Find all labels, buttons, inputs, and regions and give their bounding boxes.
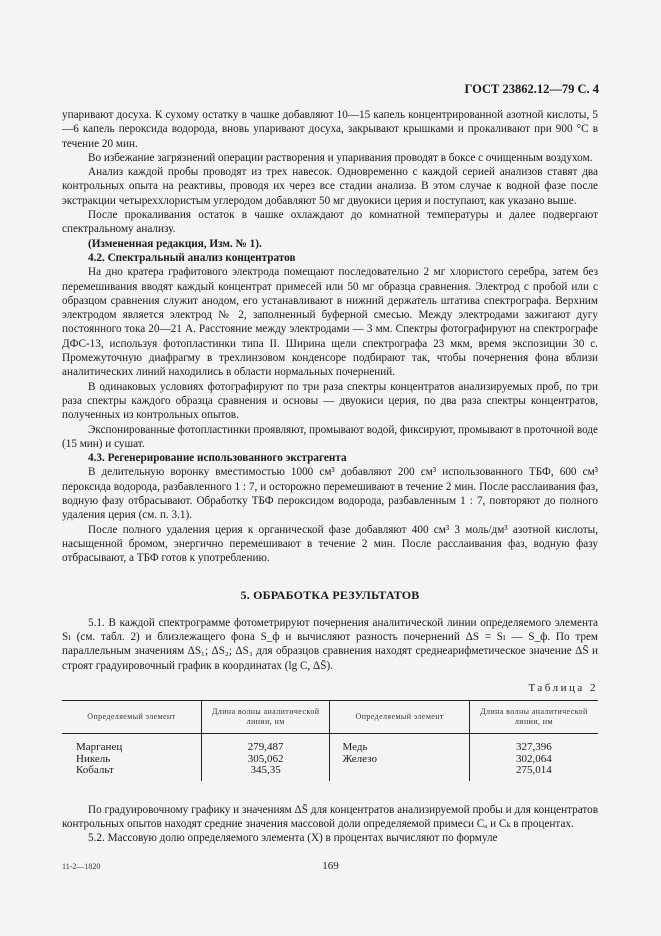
table-cell: 327,396 bbox=[516, 741, 552, 754]
paragraph: упаривают досуха. К сухому остатку в чашке добавляют 10—15 капель концентрированной азотной кислоты, 5—6 капель пероксида водорода, вновь упаривают досуха, закрывают крышками и прокаливают при 900 °С в течение 20 мин. bbox=[62, 109, 598, 150]
table-header-cell: Длина волны аналитической линии, нм bbox=[201, 701, 330, 734]
table-cell: 279,487 bbox=[201, 734, 330, 754]
page-content bbox=[62, 108, 598, 846]
subsection-heading-4-3: 4.3. Регенерирование использованного экстрагента bbox=[88, 452, 347, 465]
table-cell: 305,062 bbox=[201, 754, 330, 766]
wavelength-table bbox=[62, 700, 598, 781]
section-heading-5: 5. ОБРАБОТКА РЕЗУЛЬТАТОВ bbox=[240, 587, 420, 602]
table-cell: 302,064 bbox=[516, 752, 552, 765]
table-cell: Кобальт bbox=[62, 765, 201, 781]
page-header: ГОСТ 23862.12—79 С. 4 bbox=[464, 82, 599, 96]
print-code: 11-2—1820 bbox=[62, 862, 101, 871]
paragraph: По градуировочному графику и значениям ΔS̄ для концентратов анализируемой пробы и для концентратов контрольных опытов находят средние значения массовой доли определяемой примеси Cₐ и Cₖ в процентах. bbox=[62, 803, 598, 831]
table-cell: Медь bbox=[330, 734, 469, 754]
paragraph: В одинаковых условиях фотографируют по три раза спектры концентратов анализируемых проб, по три раза спектры каждого образца сравнения и основы — двуокиси церия, по два раза спектры концентратов, полученных из контрольных опытов. bbox=[62, 380, 598, 422]
table-cell: 345,35 bbox=[201, 765, 330, 781]
table-row bbox=[62, 765, 598, 781]
paragraph: После прокаливания остаток в чашке охлаждают до комнатной температуры и далее подвергают спектральному анализу. bbox=[62, 209, 598, 236]
paragraph: 5.1. В каждой спектрограмме фотометрируют почернения аналитической линии определяемого элемента Sₗ (см. табл. 2) и близлежащего фона S_ф и вычисляют разность почернений ΔS = Sₗ — S_ф. По трем параллельным значениям ΔS₁; ΔS₂; ΔS₃ для образцов сравнения находят среднеарифметическое значение ΔS̄ и строят градуировочный график в координатах (lg C, ΔS̄). bbox=[62, 616, 598, 672]
table-header-cell: Длина волны аналитической линии, нм bbox=[469, 701, 598, 734]
subsection-heading-4-2: 4.2. Спектральный анализ концентратов bbox=[88, 251, 296, 264]
amendment-note: (Измененная редакция, Изм. № 1). bbox=[88, 237, 262, 250]
paragraph: 5.2. Массовую долю определяемого элемента (X) в процентах вычисляют по формуле bbox=[88, 832, 498, 845]
table-row bbox=[62, 734, 598, 754]
paragraph: Экспонированные фотопластинки проявляют, промывают водой, фиксируют, промывают в проточной воде (15 мин) и сушат. bbox=[62, 423, 599, 450]
table-cell: Марганец bbox=[62, 734, 201, 754]
table-cell: 275,014 bbox=[516, 764, 552, 777]
table-header-cell: Определяемый элемент bbox=[330, 701, 469, 734]
paragraph: На дно кратера графитового электрода помещают последовательно 2 мг хлористого серебра, затем без перемешивания вводят каждый концентрат примесей или 50 мг образца сравнения. Электрод с пробой или с образцом сравнения служит анодом, его устанавливают в нижний держатель штатива спектрографа. Верхним электродом является электрод № 2, заполненный буферной смесью. Между электродами зажигают дугу постоянного тока 20—21 А. Расстояние между электродами — 3 мм. Спектры фотографируют на спектрографе ДФС-13, используя фотопластинки типа II. Ширина щели спектрографа 23 мкм, время экспозиции 30 с. Промежуточную диафрагму в трехлинзовом конденсоре подбирают так, чтобы почернения фона вблизи аналитических линий находились в области нормальных почернений. bbox=[62, 266, 598, 379]
table-caption: Таблица 2 bbox=[528, 681, 598, 694]
page-number: 169 bbox=[322, 860, 339, 872]
table-header-row bbox=[62, 701, 598, 734]
table-cell bbox=[330, 765, 469, 781]
paragraph: Во избежание загрязнений операции растворения и упаривания проводят в боксе с очищенным воздухом. bbox=[88, 151, 593, 164]
paragraph: В делительную воронку вместимостью 1000 см³ добавляют 200 см³ использованного ТБФ, 600 см³ пероксида водорода, разбавленного 1 : 7, и осторожно перемешивают в течение 2 мин. После расслаивания фаз, водную фазу отбрасывают. Обработку ТБФ пероксидом водорода, разбавленным 1 : 7, повторяют до полного удаления церия (см. п. 3.1). bbox=[62, 466, 598, 522]
table-cell: Железо bbox=[330, 754, 469, 766]
table-cell: Никель bbox=[62, 754, 201, 766]
paragraph: Анализ каждой пробы проводят из трех навесок. Одновременно с каждой серией анализов ставят два контрольных опыта на реактивы, проводя их через все стадии анализа. В этом случае к водной фазе после экстракции четыреххлористым углеродом добавляют 50 мг двуокиси церия и поступают, как указано выше. bbox=[62, 166, 598, 207]
paragraph: После полного удаления церия к органической фазе добавляют 400 см³ 3 моль/дм³ азотной кислоты, насыщенной бромом, энергично перемешивают в течение 2 мин. После расслаивания фаз, водную фазу отбрасывают, а ТБФ готов к употреблению. bbox=[62, 523, 598, 565]
table-header-cell: Определяемый элемент bbox=[62, 701, 201, 734]
